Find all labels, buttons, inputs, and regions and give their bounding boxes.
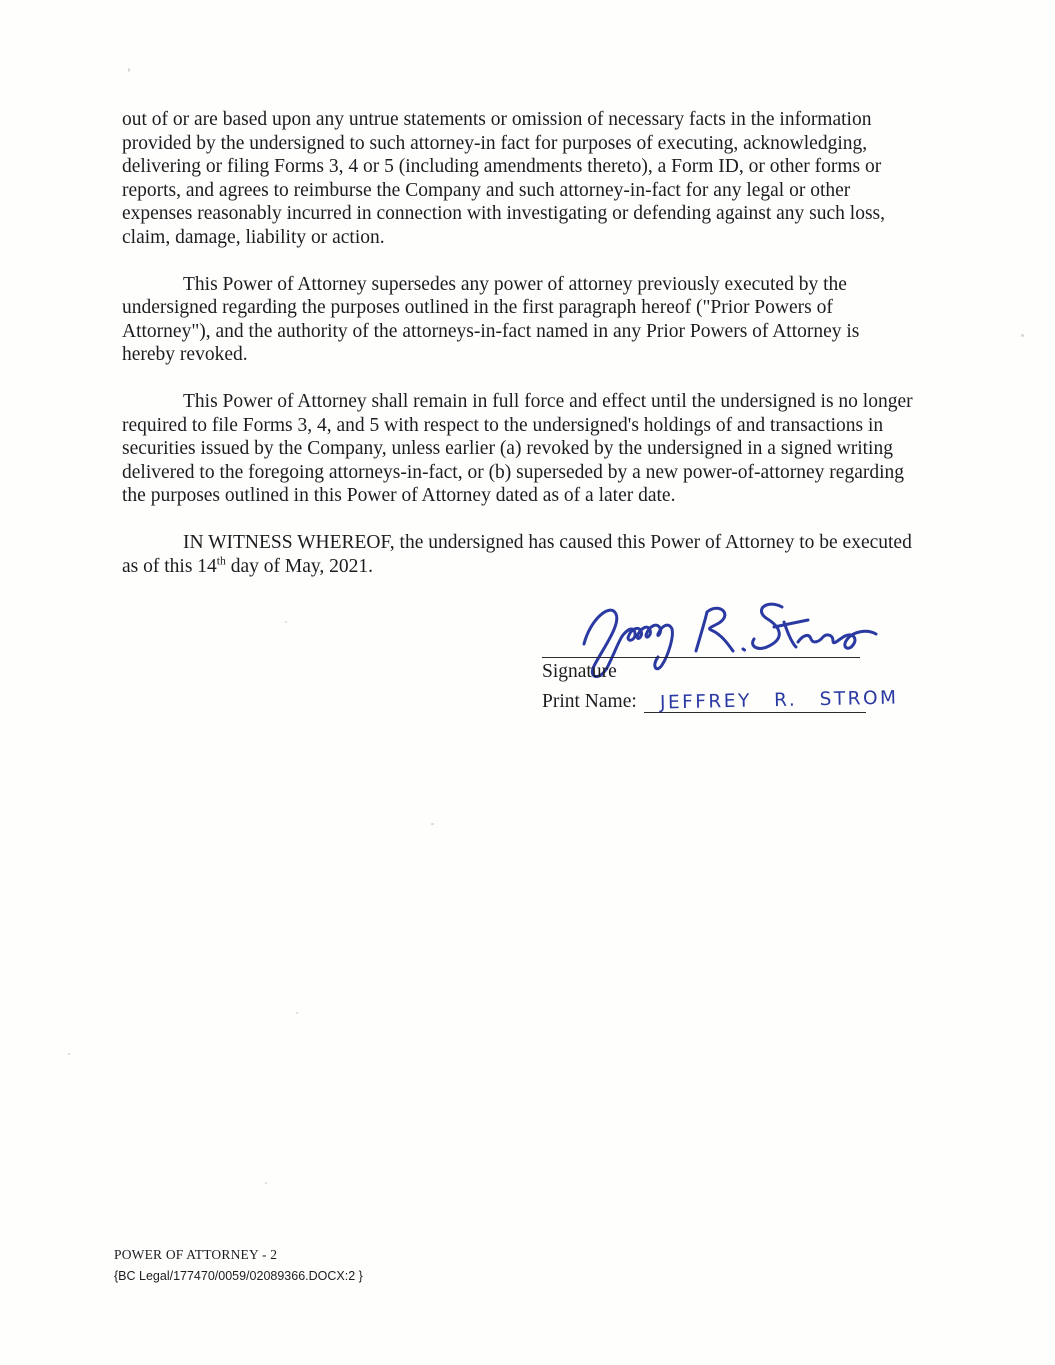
paragraph-duration: This Power of Attorney shall remain in full force and effect until the undersigned is no longer required to file Forms 3, 4, and 5 with respect to the undersigned's holdings of and transactions in securities issued by the Company, unless earlier (a) revoked by the undersigned in a signed writing delivered to the foregoing attorneys-in-fact, or (b) superseded by a new power-of-attorney regarding the purposes outlined in this Power of Attorney dated as of a later date.	[122, 390, 913, 507]
page-footer	[114, 1245, 363, 1285]
witness-text-part1: IN WITNESS WHEREOF, the undersigned has caused this Power of Attorney to be executed as of this 14	[122, 531, 912, 577]
scan-artifact	[265, 1182, 267, 1184]
scan-artifact	[285, 621, 287, 623]
print-name-label: Print Name:	[542, 691, 637, 713]
paragraph-witness	[122, 531, 914, 578]
document-body	[122, 108, 914, 712]
handwritten-print-name: JEFFREY R. STROM	[659, 687, 899, 714]
witness-superscript: th	[216, 554, 226, 567]
scan-artifact	[128, 68, 130, 72]
scan-artifact	[431, 823, 434, 825]
witness-text-part2: day of May, 2021.	[225, 555, 374, 577]
signature-block	[542, 602, 902, 712]
print-name-line	[644, 686, 899, 714]
paragraph-prior-powers: This Power of Attorney supersedes any power of attorney previously executed by the undersigned regarding the purposes outlined in the first paragraph hereof ("Prior Powers of Attorney"), and the authority of the attorneys-in-fact named in any Prior Powers of Attorney is hereby revoked.	[122, 273, 860, 366]
paragraph-continuation: out of or are based upon any untrue statements or omission of necessary facts in the information provided by the undersigned to such attorney-in fact for purposes of executing, acknowledging, delivering or filing Forms 3, 4 or 5 (including amendments thereto), a Form ID, or other forms or reports, and agrees to reimburse the Company and such attorney-in-fact for any legal or other expenses reasonably incurred in connection with investigating or defending against any such loss, claim, damage, liability or action.	[122, 109, 886, 248]
scan-artifact	[296, 1012, 298, 1014]
print-name-row	[542, 686, 899, 714]
signature-label: Signature	[542, 661, 617, 683]
scan-artifact	[68, 1053, 70, 1055]
footer-doc-reference: {BC Legal/177470/0059/02089366.DOCX:2 }	[114, 1268, 363, 1283]
scan-artifact	[1021, 334, 1024, 337]
footer-title: POWER OF ATTORNEY - 2	[114, 1247, 278, 1262]
signature-line	[542, 657, 860, 658]
